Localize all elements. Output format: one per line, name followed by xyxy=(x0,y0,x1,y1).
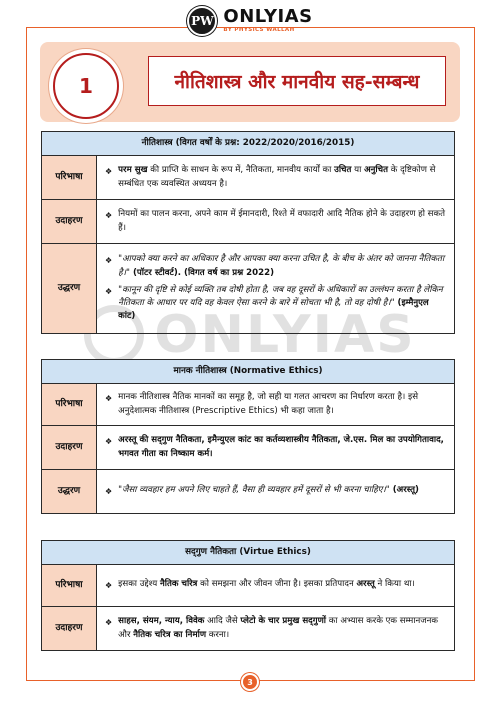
text-run: का अभ्यास करके एक सम्मानजनक और xyxy=(118,616,439,640)
text-run: अरस्तू की सद्‌गुण नैतिकता, इमैन्‍युएल कांट का कर्तव्यशास्त्रीय नैतिकता, जे.एस. मिल का उपयोगितावाद, भगवत गीता का निष्काम कर्म। xyxy=(118,435,444,459)
bullet-item xyxy=(105,208,448,235)
section-normative-ethics xyxy=(41,359,455,514)
pw-logo-icon: PW xyxy=(187,6,217,36)
text-run: नैतिक चरित्र xyxy=(160,578,198,589)
text-run: के दृष्टिकोण से सम्बंधित एक व्यवस्थित अध्ययन है। xyxy=(118,165,436,189)
text-run: "जैसा व्यवहार हम अपने लिए चाहते हैं, वैसा ही व्यवहार हमें दूसरों से भी करना चाहिए।" xyxy=(118,484,390,495)
row-label: परिभाषा xyxy=(42,384,97,426)
row-label: उद्धरण xyxy=(42,244,97,334)
page-number: 3 xyxy=(241,673,259,691)
row-content xyxy=(97,384,455,426)
bullet-text xyxy=(118,391,448,418)
text-run: साहस, संयम, न्याय, विवेक xyxy=(118,616,205,627)
bullet-text xyxy=(118,484,419,499)
row-content xyxy=(97,565,455,607)
section-heading: नीतिशास्त्र (विगत वर्षों के प्रश्न: 2022/2020/2016/2015) xyxy=(42,132,455,156)
text-run: अनुचित xyxy=(364,165,389,176)
text-run: (पॉटर स्टीवर्ट). (विगत वर्ष का प्रश्न 2022) xyxy=(129,267,275,278)
bullet-text xyxy=(118,578,415,593)
row-label: परिभाषा xyxy=(42,565,97,607)
bullet-item xyxy=(105,391,448,418)
text-run: "कानून की दृष्टि से कोई व्यक्ति तब दोषी होता है, जब वह दूसरों के अधिकारों का उल्लंघन करता है लेकिन नैतिकता के आधार पर यदि वह केवल ऐसा करने के बारे में सोचता भी है, तो वह दोषी है।" xyxy=(118,284,443,309)
bullet-item xyxy=(105,578,448,593)
text-run: इसका उद्देश्य xyxy=(118,578,160,589)
text-run: करना। xyxy=(206,629,230,640)
bullet-text xyxy=(118,434,448,461)
text-run: (अरस्तू) xyxy=(389,484,419,495)
text-run: उचित xyxy=(334,165,352,176)
bullet-item xyxy=(105,164,448,191)
text-run: को समझना और जीवन जीना है। इसका प्रतिपादन xyxy=(197,578,357,589)
section-heading: मानक नीतिशास्त्र (Normative Ethics) xyxy=(42,360,455,384)
text-run: आदि जैसे xyxy=(204,616,241,627)
text-run: या xyxy=(351,165,365,176)
bullet-text xyxy=(118,164,448,191)
row-label: उदाहरण xyxy=(42,607,97,651)
section-heading: सद्‌गुण नैतिकता (Virtue Ethics) xyxy=(42,541,455,565)
brand-tagline: BY PHYSICS WALLAH xyxy=(223,27,295,34)
bullet-diamond-icon: ❖ xyxy=(105,256,113,266)
bullet-text xyxy=(118,208,448,235)
row-content xyxy=(97,426,455,470)
text-run: अरस्तू xyxy=(356,578,375,589)
section-virtue-ethics xyxy=(41,540,455,651)
chapter-number: 1 xyxy=(53,53,119,119)
bullet-diamond-icon: ❖ xyxy=(105,580,113,590)
text-run: प्लेटो के चार प्रमुख सद्‌गुणों xyxy=(240,616,327,627)
bullet-diamond-icon: ❖ xyxy=(105,486,113,496)
text-run: ने किया था। xyxy=(374,578,415,589)
text-run: नैतिक चरित्र का निर्माण xyxy=(133,629,207,640)
row-content xyxy=(97,156,455,200)
bullet-diamond-icon: ❖ xyxy=(105,211,113,221)
chapter-title: नीतिशास्त्र और मानवीय सह-सम्बन्ध xyxy=(148,56,446,106)
row-content xyxy=(97,607,455,651)
row-content xyxy=(97,470,455,514)
watermark-text: ONLYIAS xyxy=(154,305,416,365)
bullet-text xyxy=(118,615,448,642)
row-label: उदाहरण xyxy=(42,200,97,244)
bullet-diamond-icon: ❖ xyxy=(105,437,113,447)
bullet-text xyxy=(118,253,448,280)
bullet-item xyxy=(105,284,448,324)
text-run: (इम्मैनुएल कांट) xyxy=(118,298,429,322)
text-run: नियमों का पालन करना, अपने काम में ईमानदारी, रिश्ते में वफादारी आदि नैतिक होने के उदाहरण हो सकते हैं। xyxy=(118,209,445,233)
bullet-text xyxy=(118,284,448,324)
brand-name: ONLYIAS xyxy=(223,6,313,28)
text-run: "आपको क्या करने का अधिकार है और आपका क्या करना उचित है, के बीच के अंतर को जानना नैतिकता है।" xyxy=(118,254,445,278)
bullet-diamond-icon: ❖ xyxy=(105,286,113,296)
row-label: उद्धरण xyxy=(42,470,97,514)
bullet-item xyxy=(105,484,448,499)
bullet-item xyxy=(105,253,448,280)
row-label: उदाहरण xyxy=(42,426,97,470)
text-run: परम सुख xyxy=(118,165,148,176)
section-ethics xyxy=(41,131,455,334)
bullet-diamond-icon: ❖ xyxy=(105,618,113,628)
row-label: परिभाषा xyxy=(42,156,97,200)
text-run: की प्राप्ति के साधन के रूप में, नैतिकता, मानवीय कार्यों का xyxy=(147,165,335,176)
bullet-item xyxy=(105,434,448,461)
brand-logo xyxy=(0,3,500,39)
row-content xyxy=(97,200,455,244)
bullet-item xyxy=(105,615,448,642)
bullet-diamond-icon: ❖ xyxy=(105,394,113,404)
bullet-diamond-icon: ❖ xyxy=(105,167,113,177)
text-run: मानक नीतिशास्त्र नैतिक मानकों का समूह है, जो सही या गलत आचरण का निर्धारण करता है। इसे अनुदेशात्मक नीतिशास्त्र (Prescriptive Ethics) भी कहा जाता है। xyxy=(118,392,419,416)
row-content xyxy=(97,244,455,334)
